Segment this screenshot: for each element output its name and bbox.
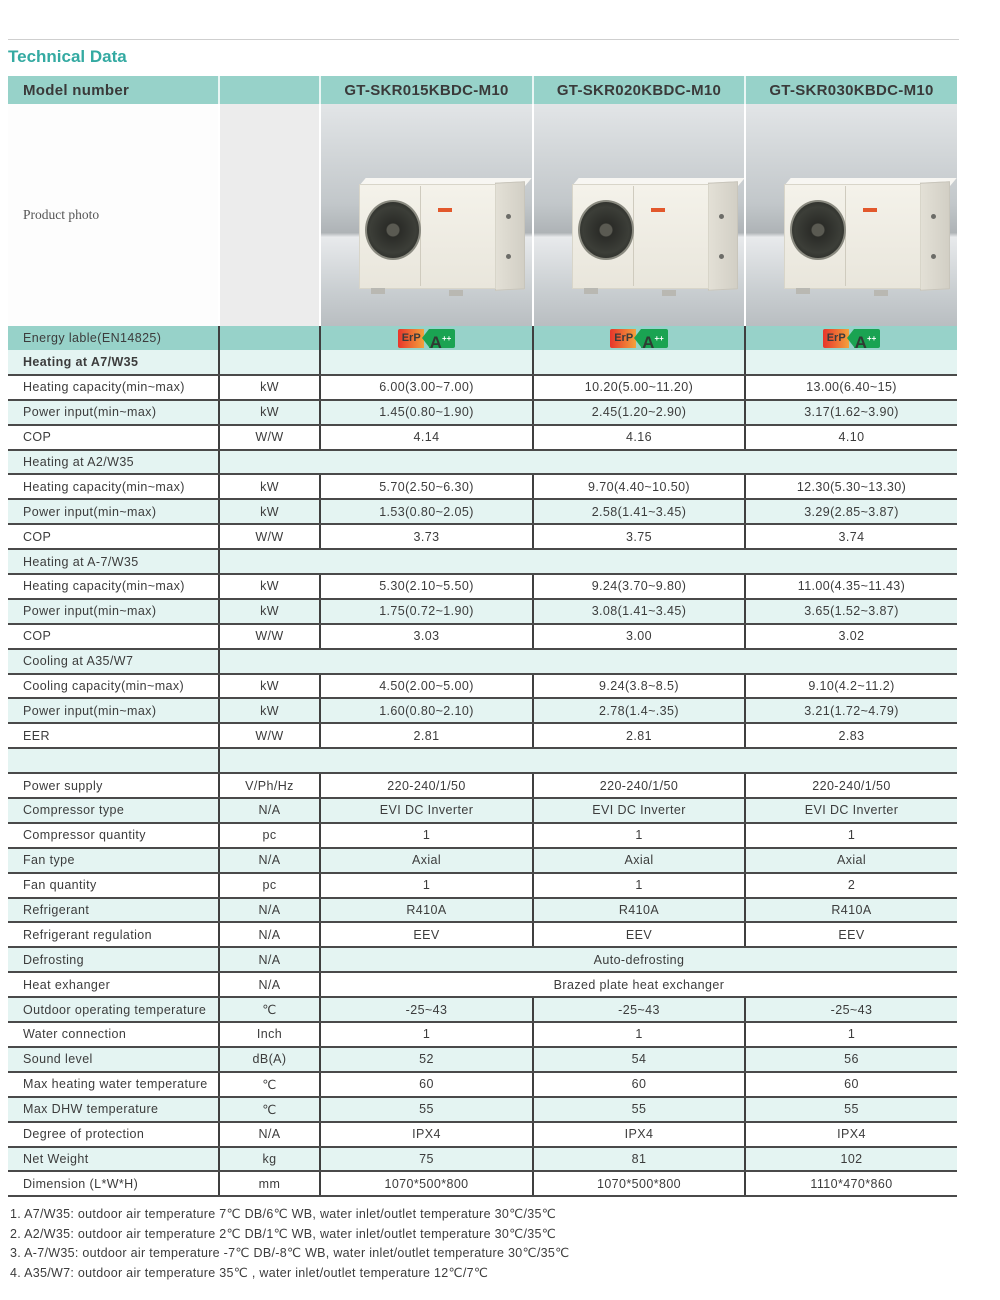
row-value: 2.81 — [320, 723, 533, 748]
row-label: Compressor type — [8, 798, 219, 823]
table-row — [8, 574, 957, 599]
row-value: 9.10(4.2~11.2) — [745, 674, 957, 699]
model-name: GT-SKR030KBDC-M10 — [745, 76, 957, 104]
row-unit: pc — [219, 873, 320, 898]
row-unit: W/W — [219, 723, 320, 748]
table-row — [8, 1147, 957, 1172]
table-row — [8, 848, 957, 873]
row-unit: N/A — [219, 798, 320, 823]
section-heading: Heating at A7/W35 — [8, 350, 219, 375]
row-unit: kW — [219, 400, 320, 425]
table-row — [8, 898, 957, 923]
energy-badge-cell — [745, 326, 957, 350]
row-value: -25~43 — [533, 997, 745, 1022]
energy-label-label: Energy lable(EN14825) — [8, 326, 219, 350]
row-value: Axial — [745, 848, 957, 873]
row-unit: kW — [219, 698, 320, 723]
table-row — [8, 698, 957, 723]
row-label: COP — [8, 425, 219, 450]
row-value: 1 — [533, 823, 745, 848]
table-row — [8, 1022, 957, 1047]
unit-cell — [219, 104, 320, 326]
energy-badge-cell — [533, 326, 745, 350]
row-label: Dimension (L*W*H) — [8, 1171, 219, 1196]
row-value: 220-240/1/50 — [745, 773, 957, 798]
row-unit: W/W — [219, 624, 320, 649]
row-value: 2.83 — [745, 723, 957, 748]
erp-a-plus-plus-badge-icon: ErP A++ — [823, 329, 881, 348]
row-unit: N/A — [219, 947, 320, 972]
section-heading-row — [8, 450, 957, 475]
row-value: 220-240/1/50 — [320, 773, 533, 798]
row-label: Heat exhanger — [8, 972, 219, 997]
row-value: 4.16 — [533, 425, 745, 450]
row-label: COP — [8, 524, 219, 549]
row-value: 2.45(1.20~2.90) — [533, 400, 745, 425]
row-value: 1070*500*800 — [320, 1171, 533, 1196]
row-value: 55 — [320, 1097, 533, 1122]
row-label: Sound level — [8, 1047, 219, 1072]
row-unit: ℃ — [219, 997, 320, 1022]
table-row — [8, 997, 957, 1022]
row-value: 6.00(3.00~7.00) — [320, 375, 533, 400]
row-value: 3.74 — [745, 524, 957, 549]
row-label: Cooling capacity(min~max) — [8, 674, 219, 699]
row-value: 4.10 — [745, 425, 957, 450]
row-label: Heating capacity(min~max) — [8, 474, 219, 499]
row-unit: dB(A) — [219, 1047, 320, 1072]
row-value: 5.30(2.10~5.50) — [320, 574, 533, 599]
row-value: 9.24(3.8~8.5) — [533, 674, 745, 699]
row-value: 75 — [320, 1147, 533, 1172]
row-label: Power input(min~max) — [8, 599, 219, 624]
table-row — [8, 499, 957, 524]
row-label: Net Weight — [8, 1147, 219, 1172]
table-row — [8, 375, 957, 400]
row-value: 81 — [533, 1147, 745, 1172]
row-value: R410A — [533, 898, 745, 923]
row-value: EVI DC Inverter — [320, 798, 533, 823]
table-row — [8, 425, 957, 450]
section-heading: Cooling at A35/W7 — [8, 649, 219, 674]
row-value: 1 — [320, 1022, 533, 1047]
row-value: EEV — [745, 922, 957, 947]
row-value: R410A — [320, 898, 533, 923]
section-heading-row — [8, 350, 957, 375]
row-unit: ℃ — [219, 1072, 320, 1097]
table-row — [8, 400, 957, 425]
table-row — [8, 1122, 957, 1147]
energy-badge-cell — [320, 326, 533, 350]
row-value: 3.29(2.85~3.87) — [745, 499, 957, 524]
row-value: 1 — [320, 873, 533, 898]
row-value: 1.53(0.80~2.05) — [320, 499, 533, 524]
table-row — [8, 1072, 957, 1097]
row-value: 3.75 — [533, 524, 745, 549]
row-label: Power input(min~max) — [8, 499, 219, 524]
spacer-row — [8, 748, 957, 773]
row-value: Axial — [320, 848, 533, 873]
row-value: 54 — [533, 1047, 745, 1072]
table-row — [8, 674, 957, 699]
row-value: -25~43 — [320, 997, 533, 1022]
table-row — [8, 474, 957, 499]
row-value: 55 — [745, 1097, 957, 1122]
erp-a-plus-plus-badge-icon: ErP A++ — [398, 329, 456, 348]
row-value: 3.21(1.72~4.79) — [745, 698, 957, 723]
table-row — [8, 823, 957, 848]
section-heading: Heating at A-7/W35 — [8, 549, 219, 574]
row-unit: N/A — [219, 972, 320, 997]
row-value: EEV — [320, 922, 533, 947]
row-value: 4.14 — [320, 425, 533, 450]
row-label: COP — [8, 624, 219, 649]
row-value: IPX4 — [320, 1122, 533, 1147]
row-label: Water connection — [8, 1022, 219, 1047]
row-value: 1070*500*800 — [533, 1171, 745, 1196]
table-row — [8, 922, 957, 947]
row-value: 11.00(4.35~11.43) — [745, 574, 957, 599]
row-value: 52 — [320, 1047, 533, 1072]
row-value: -25~43 — [745, 997, 957, 1022]
row-value: 2.78(1.4~.35) — [533, 698, 745, 723]
row-value: 3.08(1.41~3.45) — [533, 599, 745, 624]
fan-grille-icon — [365, 200, 421, 260]
row-value-merged: Auto-defrosting — [320, 947, 957, 972]
row-value: 10.20(5.00~11.20) — [533, 375, 745, 400]
row-value: 220-240/1/50 — [533, 773, 745, 798]
row-unit: kW — [219, 574, 320, 599]
product-photo-label: Product photo — [8, 104, 219, 326]
row-value: 102 — [745, 1147, 957, 1172]
row-unit: W/W — [219, 425, 320, 450]
row-value: EVI DC Inverter — [745, 798, 957, 823]
table-row — [8, 723, 957, 748]
row-value: 60 — [533, 1072, 745, 1097]
row-value: 5.70(2.50~6.30) — [320, 474, 533, 499]
row-label: Refrigerant — [8, 898, 219, 923]
row-value: 2.81 — [533, 723, 745, 748]
row-unit: kW — [219, 599, 320, 624]
top-divider — [8, 39, 959, 40]
row-value: 1 — [533, 873, 745, 898]
model-name: GT-SKR015KBDC-M10 — [320, 76, 533, 104]
row-value: 3.02 — [745, 624, 957, 649]
footnotes — [10, 1205, 569, 1283]
row-label: Heating capacity(min~max) — [8, 375, 219, 400]
row-unit: kW — [219, 674, 320, 699]
row-unit: pc — [219, 823, 320, 848]
row-value: 9.70(4.40~10.50) — [533, 474, 745, 499]
row-label: Refrigerant regulation — [8, 922, 219, 947]
section-heading: Heating at A2/W35 — [8, 450, 219, 475]
row-value: 3.73 — [320, 524, 533, 549]
fan-grille-icon — [790, 200, 846, 260]
row-value: 3.17(1.62~3.90) — [745, 400, 957, 425]
section-heading-row — [8, 649, 957, 674]
row-unit: N/A — [219, 848, 320, 873]
table-row — [8, 798, 957, 823]
row-label: EER — [8, 723, 219, 748]
model-number-row — [8, 76, 957, 104]
table-row — [8, 773, 957, 798]
row-unit: Inch — [219, 1022, 320, 1047]
row-value: 1.45(0.80~1.90) — [320, 400, 533, 425]
row-unit: kg — [219, 1147, 320, 1172]
table-row — [8, 624, 957, 649]
footnote: 2. A2/W35: outdoor air temperature 2℃ DB/1℃ WB, water inlet/outlet temperature 30℃/35℃ — [10, 1226, 557, 1241]
row-value: 2 — [745, 873, 957, 898]
table-row — [8, 524, 957, 549]
row-unit: ℃ — [219, 1097, 320, 1122]
row-value: 13.00(6.40~15) — [745, 375, 957, 400]
row-value: 60 — [320, 1072, 533, 1097]
fan-grille-icon — [578, 200, 634, 260]
row-value: IPX4 — [533, 1122, 745, 1147]
row-value: Axial — [533, 848, 745, 873]
row-label: Max DHW temperature — [8, 1097, 219, 1122]
row-value: 60 — [745, 1072, 957, 1097]
row-value: R410A — [745, 898, 957, 923]
row-label: Power input(min~max) — [8, 698, 219, 723]
footnote: 4. A35/W7: outdoor air temperature 35℃ , water inlet/outlet temperature 12℃/7℃ — [10, 1265, 489, 1280]
row-unit: N/A — [219, 1122, 320, 1147]
model-name: GT-SKR020KBDC-M10 — [533, 76, 745, 104]
row-value: 1.75(0.72~1.90) — [320, 599, 533, 624]
row-value-merged: Brazed plate heat exchanger — [320, 972, 957, 997]
row-value: 1 — [745, 1022, 957, 1047]
table-row — [8, 599, 957, 624]
footnote: 1. A7/W35: outdoor air temperature 7℃ DB/6℃ WB, water inlet/outlet temperature 30℃/35℃ — [10, 1207, 557, 1221]
row-value: 4.50(2.00~5.00) — [320, 674, 533, 699]
row-value: 12.30(5.30~13.30) — [745, 474, 957, 499]
section-heading-row — [8, 549, 957, 574]
row-label: Power input(min~max) — [8, 400, 219, 425]
row-unit: V/Ph/Hz — [219, 773, 320, 798]
row-value: 55 — [533, 1097, 745, 1122]
product-photo — [320, 104, 533, 326]
row-label: Fan type — [8, 848, 219, 873]
row-unit: N/A — [219, 922, 320, 947]
row-unit: N/A — [219, 898, 320, 923]
table-row — [8, 947, 957, 972]
product-photo-row — [8, 104, 957, 326]
row-value: 3.03 — [320, 624, 533, 649]
row-label: Degree of protection — [8, 1122, 219, 1147]
row-value: 3.00 — [533, 624, 745, 649]
model-number-label: Model number — [8, 76, 219, 104]
row-unit: kW — [219, 375, 320, 400]
row-unit: kW — [219, 499, 320, 524]
row-unit: mm — [219, 1171, 320, 1196]
energy-label-row — [8, 326, 957, 350]
table-row — [8, 1171, 957, 1196]
product-photo — [533, 104, 745, 326]
row-value: EEV — [533, 922, 745, 947]
row-value: 1 — [320, 823, 533, 848]
unit-header-cell — [219, 76, 320, 104]
row-label: Heating capacity(min~max) — [8, 574, 219, 599]
footnote: 3. A-7/W35: outdoor air temperature -7℃ DB/-8℃ WB, water inlet/outlet temperature 30℃/35℃ — [10, 1246, 570, 1260]
row-label: Compressor quantity — [8, 823, 219, 848]
table-row — [8, 1097, 957, 1122]
row-label: Outdoor operating temperature — [8, 997, 219, 1022]
row-label: Power supply — [8, 773, 219, 798]
technical-data-table — [8, 76, 957, 1197]
row-value: 1 — [745, 823, 957, 848]
row-label: Defrosting — [8, 947, 219, 972]
row-value: 1 — [533, 1022, 745, 1047]
row-value: 1.60(0.80~2.10) — [320, 698, 533, 723]
erp-a-plus-plus-badge-icon: ErP A++ — [610, 329, 668, 348]
row-value: 2.58(1.41~3.45) — [533, 499, 745, 524]
product-photo — [745, 104, 957, 326]
table-row — [8, 972, 957, 997]
row-unit: kW — [219, 474, 320, 499]
row-label: Fan quantity — [8, 873, 219, 898]
table-row — [8, 873, 957, 898]
row-value: 3.65(1.52~3.87) — [745, 599, 957, 624]
row-value: 1110*470*860 — [745, 1171, 957, 1196]
row-unit: W/W — [219, 524, 320, 549]
row-value: IPX4 — [745, 1122, 957, 1147]
row-value: 9.24(3.70~9.80) — [533, 574, 745, 599]
table-row — [8, 1047, 957, 1072]
page-title: Technical Data — [8, 47, 127, 66]
row-value: EVI DC Inverter — [533, 798, 745, 823]
row-value: 56 — [745, 1047, 957, 1072]
unit-cell — [219, 326, 320, 350]
row-label: Max heating water temperature — [8, 1072, 219, 1097]
